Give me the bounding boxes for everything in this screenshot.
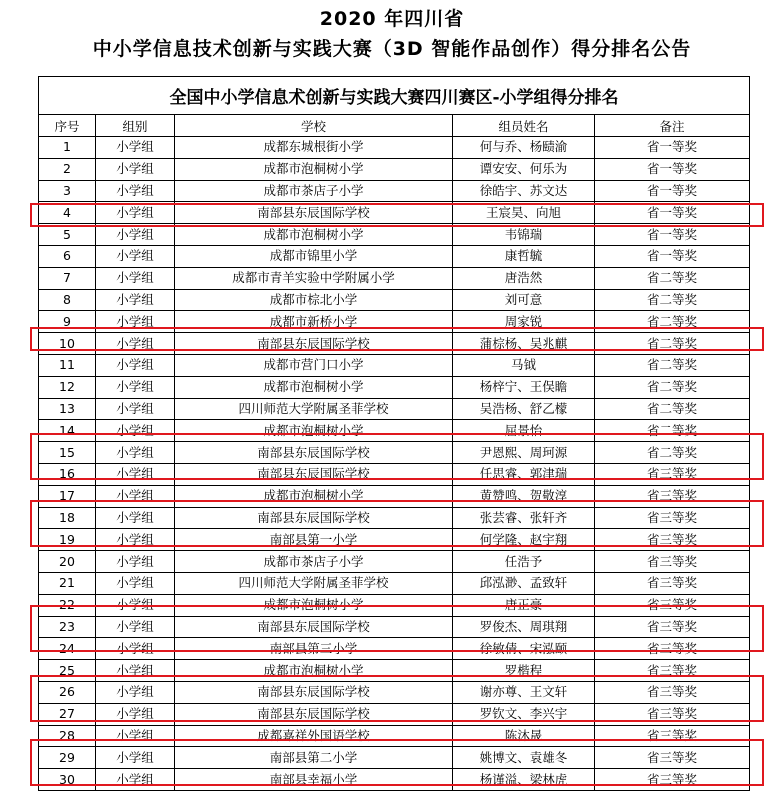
row-school: 南部县第二小学 xyxy=(175,747,453,769)
row-members: 王宸昊、向旭 xyxy=(453,202,595,224)
table-row xyxy=(39,224,750,246)
row-award: 省三等奖 xyxy=(595,660,750,682)
table-row xyxy=(39,747,750,769)
row-school: 南部县第一小学 xyxy=(175,529,453,551)
row-members: 杨谨溢、梁林虎 xyxy=(453,769,595,791)
row-members: 任思睿、郭津瑞 xyxy=(453,463,595,485)
row-group: 小学组 xyxy=(96,158,175,180)
row-index: 9 xyxy=(39,311,96,333)
row-index: 11 xyxy=(39,354,96,376)
row-school: 四川师范大学附属圣菲学校 xyxy=(175,398,453,420)
row-members: 康哲毓 xyxy=(453,245,595,267)
table-row xyxy=(39,529,750,551)
row-group: 小学组 xyxy=(96,703,175,725)
row-school: 成都市新桥小学 xyxy=(175,311,453,333)
row-group: 小学组 xyxy=(96,333,175,355)
row-award: 省一等奖 xyxy=(595,137,750,159)
row-group: 小学组 xyxy=(96,376,175,398)
row-index: 12 xyxy=(39,376,96,398)
row-award: 省三等奖 xyxy=(595,769,750,791)
row-group: 小学组 xyxy=(96,769,175,791)
row-index: 24 xyxy=(39,638,96,660)
row-index: 5 xyxy=(39,224,96,246)
column-header-award: 备注 xyxy=(595,115,750,137)
row-award: 省二等奖 xyxy=(595,354,750,376)
row-group: 小学组 xyxy=(96,572,175,594)
row-school: 成都嘉祥外国语学校 xyxy=(175,725,453,747)
row-award: 省一等奖 xyxy=(595,158,750,180)
row-group: 小学组 xyxy=(96,267,175,289)
row-index: 19 xyxy=(39,529,96,551)
row-award: 省二等奖 xyxy=(595,267,750,289)
row-index: 20 xyxy=(39,551,96,573)
row-group: 小学组 xyxy=(96,354,175,376)
row-group: 小学组 xyxy=(96,747,175,769)
table-row xyxy=(39,245,750,267)
row-members: 邱泓渺、孟致轩 xyxy=(453,572,595,594)
row-school: 成都市青羊实验中学附属小学 xyxy=(175,267,453,289)
row-award: 省一等奖 xyxy=(595,180,750,202)
row-group: 小学组 xyxy=(96,725,175,747)
row-award: 省二等奖 xyxy=(595,311,750,333)
row-members: 徐皓宇、苏文达 xyxy=(453,180,595,202)
row-school: 南部县东辰国际学校 xyxy=(175,463,453,485)
row-index: 16 xyxy=(39,463,96,485)
row-index: 23 xyxy=(39,616,96,638)
table-row xyxy=(39,333,750,355)
row-index: 26 xyxy=(39,681,96,703)
table-row xyxy=(39,594,750,616)
row-members: 谢亦尊、王文轩 xyxy=(453,681,595,703)
document-subtitle: 中小学信息技术创新与实践大赛（3D 智能作品创作）得分排名公告 xyxy=(92,38,692,60)
row-school: 成都市泡桐树小学 xyxy=(175,660,453,682)
row-group: 小学组 xyxy=(96,137,175,159)
row-index: 14 xyxy=(39,420,96,442)
row-members: 何与乔、杨赜渝 xyxy=(453,137,595,159)
row-members: 刘可意 xyxy=(453,289,595,311)
row-award: 省三等奖 xyxy=(595,507,750,529)
row-members: 周家锐 xyxy=(453,311,595,333)
row-members: 张芸睿、张轩齐 xyxy=(453,507,595,529)
row-group: 小学组 xyxy=(96,398,175,420)
row-index: 22 xyxy=(39,594,96,616)
table-row xyxy=(39,202,750,224)
row-index: 28 xyxy=(39,725,96,747)
table-row xyxy=(39,180,750,202)
row-group: 小学组 xyxy=(96,594,175,616)
table-row xyxy=(39,311,750,333)
row-school: 南部县东辰国际学校 xyxy=(175,333,453,355)
row-members: 罗楷程 xyxy=(453,660,595,682)
row-members: 陈沐晟 xyxy=(453,725,595,747)
row-award: 省三等奖 xyxy=(595,529,750,551)
row-group: 小学组 xyxy=(96,529,175,551)
row-school: 南部县东辰国际学校 xyxy=(175,616,453,638)
row-school: 四川师范大学附属圣菲学校 xyxy=(175,572,453,594)
table-row xyxy=(39,267,750,289)
table-row xyxy=(39,681,750,703)
row-school: 成都市泡桐树小学 xyxy=(175,485,453,507)
row-members: 尹恩熙、周珂源 xyxy=(453,442,595,464)
row-members: 罗钦文、李兴宇 xyxy=(453,703,595,725)
table-row xyxy=(39,616,750,638)
row-members: 韦锦瑞 xyxy=(453,224,595,246)
row-award: 省一等奖 xyxy=(595,202,750,224)
row-award: 省三等奖 xyxy=(595,681,750,703)
table-row xyxy=(39,485,750,507)
row-award: 省三等奖 xyxy=(595,747,750,769)
row-school: 南部县幸福小学 xyxy=(175,769,453,791)
row-school: 南部县东辰国际学校 xyxy=(175,202,453,224)
table-caption: 全国中小学信息术创新与实践大赛四川赛区-小学组得分排名 xyxy=(39,77,750,115)
row-group: 小学组 xyxy=(96,551,175,573)
row-members: 马钺 xyxy=(453,354,595,376)
row-index: 15 xyxy=(39,442,96,464)
row-index: 10 xyxy=(39,333,96,355)
table-row xyxy=(39,158,750,180)
row-group: 小学组 xyxy=(96,616,175,638)
row-index: 1 xyxy=(39,137,96,159)
row-school: 南部县东辰国际学校 xyxy=(175,507,453,529)
row-school: 成都市泡桐树小学 xyxy=(175,224,453,246)
row-award: 省三等奖 xyxy=(595,616,750,638)
row-group: 小学组 xyxy=(96,638,175,660)
document-title: 2020 年四川省 xyxy=(319,8,465,30)
row-members: 罗俊杰、周琪翔 xyxy=(453,616,595,638)
row-index: 30 xyxy=(39,769,96,791)
table-row xyxy=(39,420,750,442)
table-row xyxy=(39,725,750,747)
row-index: 7 xyxy=(39,267,96,289)
row-members: 唐正豪 xyxy=(453,594,595,616)
row-members: 黄赞鸣、贺敬淳 xyxy=(453,485,595,507)
row-school: 成都市泡桐树小学 xyxy=(175,594,453,616)
row-school: 成都市锦里小学 xyxy=(175,245,453,267)
row-index: 21 xyxy=(39,572,96,594)
row-school: 成都东城根街小学 xyxy=(175,137,453,159)
row-index: 2 xyxy=(39,158,96,180)
row-index: 13 xyxy=(39,398,96,420)
column-header-group: 组别 xyxy=(96,115,175,137)
row-members: 姚博文、袁雄冬 xyxy=(453,747,595,769)
table-row xyxy=(39,638,750,660)
row-award: 省二等奖 xyxy=(595,398,750,420)
row-award: 省三等奖 xyxy=(595,463,750,485)
table-row xyxy=(39,660,750,682)
table-row xyxy=(39,354,750,376)
row-award: 省一等奖 xyxy=(595,224,750,246)
row-members: 徐敏倩、宋泓颐 xyxy=(453,638,595,660)
row-group: 小学组 xyxy=(96,485,175,507)
row-group: 小学组 xyxy=(96,442,175,464)
row-group: 小学组 xyxy=(96,202,175,224)
row-award: 省二等奖 xyxy=(595,420,750,442)
row-award: 省三等奖 xyxy=(595,725,750,747)
row-school: 成都市茶店子小学 xyxy=(175,180,453,202)
row-index: 17 xyxy=(39,485,96,507)
row-group: 小学组 xyxy=(96,681,175,703)
table-row xyxy=(39,289,750,311)
row-members: 吴浩杨、舒乙檬 xyxy=(453,398,595,420)
row-group: 小学组 xyxy=(96,289,175,311)
row-award: 省三等奖 xyxy=(595,572,750,594)
row-school: 成都市茶店子小学 xyxy=(175,551,453,573)
column-header-index: 序号 xyxy=(39,115,96,137)
row-index: 25 xyxy=(39,660,96,682)
row-group: 小学组 xyxy=(96,420,175,442)
row-award: 省二等奖 xyxy=(595,289,750,311)
table-row xyxy=(39,442,750,464)
table-row xyxy=(39,137,750,159)
row-award: 省二等奖 xyxy=(595,333,750,355)
row-members: 蒲棕杨、吴兆麒 xyxy=(453,333,595,355)
row-award: 省三等奖 xyxy=(595,594,750,616)
table-row xyxy=(39,376,750,398)
table-row xyxy=(39,703,750,725)
row-award: 省三等奖 xyxy=(595,551,750,573)
column-header-school: 学校 xyxy=(175,115,453,137)
row-index: 29 xyxy=(39,747,96,769)
row-school: 成都市泡桐树小学 xyxy=(175,420,453,442)
row-school: 成都市营门口小学 xyxy=(175,354,453,376)
row-group: 小学组 xyxy=(96,507,175,529)
row-index: 3 xyxy=(39,180,96,202)
row-index: 27 xyxy=(39,703,96,725)
row-school: 南部县东辰国际学校 xyxy=(175,442,453,464)
table-row xyxy=(39,769,750,791)
table-row xyxy=(39,551,750,573)
table-row xyxy=(39,463,750,485)
ranking-table xyxy=(38,76,750,791)
row-index: 4 xyxy=(39,202,96,224)
row-members: 杨梓宁、王俣瞻 xyxy=(453,376,595,398)
row-school: 成都市泡桐树小学 xyxy=(175,158,453,180)
row-award: 省二等奖 xyxy=(595,442,750,464)
row-award: 省三等奖 xyxy=(595,485,750,507)
table-row xyxy=(39,507,750,529)
row-school: 南部县第三小学 xyxy=(175,638,453,660)
row-group: 小学组 xyxy=(96,463,175,485)
row-school: 南部县东辰国际学校 xyxy=(175,703,453,725)
row-group: 小学组 xyxy=(96,180,175,202)
row-award: 省三等奖 xyxy=(595,638,750,660)
row-members: 屈景怡 xyxy=(453,420,595,442)
row-members: 何学隆、赵宇翔 xyxy=(453,529,595,551)
row-group: 小学组 xyxy=(96,245,175,267)
row-members: 唐浩然 xyxy=(453,267,595,289)
table-row xyxy=(39,398,750,420)
row-award: 省二等奖 xyxy=(595,376,750,398)
table-row xyxy=(39,572,750,594)
row-group: 小学组 xyxy=(96,311,175,333)
row-index: 8 xyxy=(39,289,96,311)
row-school: 成都市泡桐树小学 xyxy=(175,376,453,398)
row-school: 成都市棕北小学 xyxy=(175,289,453,311)
row-award: 省三等奖 xyxy=(595,703,750,725)
row-group: 小学组 xyxy=(96,224,175,246)
row-index: 18 xyxy=(39,507,96,529)
row-award: 省一等奖 xyxy=(595,245,750,267)
row-school: 南部县东辰国际学校 xyxy=(175,681,453,703)
row-group: 小学组 xyxy=(96,660,175,682)
row-index: 6 xyxy=(39,245,96,267)
row-members: 谭安安、何乐为 xyxy=(453,158,595,180)
column-header-members: 组员姓名 xyxy=(453,115,595,137)
row-members: 任浩予 xyxy=(453,551,595,573)
